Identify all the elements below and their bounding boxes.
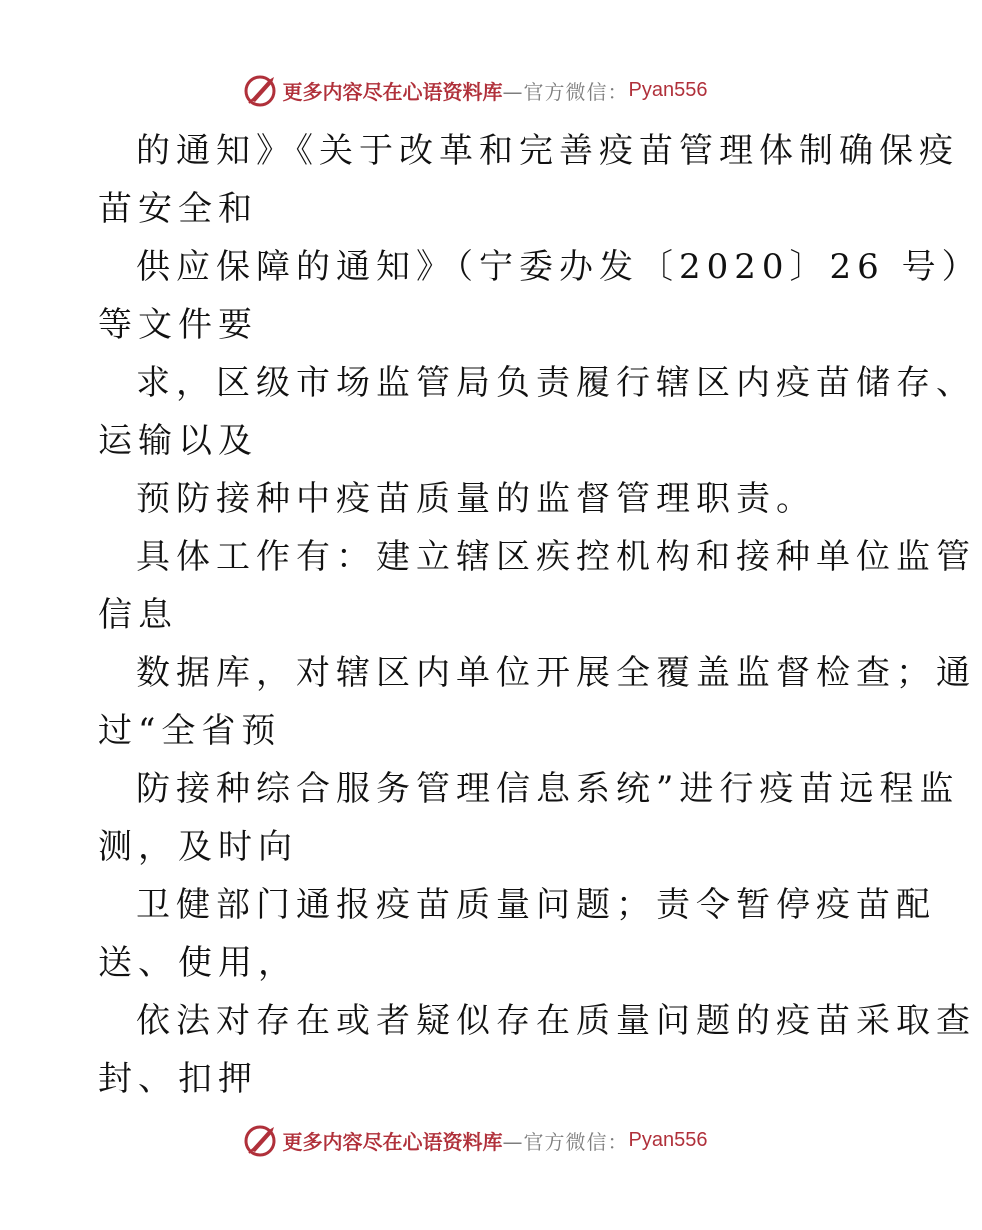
body-line: 数据库，对辖区内单位开展全覆盖监督检查；通 [136, 653, 976, 693]
body-line: 信息 [98, 595, 178, 635]
body-line: 依法对存在或者疑似存在质量问题的疫苗采取查 [136, 1001, 976, 1041]
document-body [98, 122, 982, 1108]
header-watermark-banner [0, 70, 950, 110]
body-line: 运输以及 [98, 421, 258, 461]
body-line: 具体工作有：建立辖区疾控机构和接种单位监管 [136, 537, 976, 577]
body-line: 求，区级市场监管局负责履行辖区内疫苗储存、 [136, 363, 976, 403]
pen-logo-icon [243, 1122, 279, 1158]
body-line: 等文件要 [98, 305, 258, 345]
banner-wechat-label: —官方微信： [502, 1129, 629, 1154]
banner-wechat-label: —官方微信： [502, 79, 629, 104]
body-line: 预防接种中疫苗质量的监督管理职责。 [136, 479, 816, 519]
banner-title: 更多内容尽在心语资料库 [282, 1129, 503, 1154]
body-line: 苗安全和 [98, 189, 258, 229]
body-line: 过“全省预 [98, 711, 282, 751]
body-line: 封、扣押 [98, 1059, 258, 1099]
pen-logo-icon [243, 72, 279, 108]
body-line: 供应保障的通知》（宁委办发〔2020〕26 号） [136, 247, 982, 287]
banner-wechat-id: Pyan556 [628, 78, 708, 101]
body-line: 送、使用， [98, 943, 298, 983]
footer-watermark-banner [0, 1120, 950, 1160]
body-line: 的通知》《关于改革和完善疫苗管理体制确保疫 [136, 131, 959, 171]
body-line: 测，及时向 [98, 827, 298, 867]
body-line: 卫健部门通报疫苗质量问题；责令暂停疫苗配 [136, 885, 936, 925]
banner-title: 更多内容尽在心语资料库 [282, 79, 503, 104]
body-line: 防接种综合服务管理信息系统”进行疫苗远程监 [136, 769, 960, 809]
banner-wechat-id: Pyan556 [628, 1128, 708, 1151]
